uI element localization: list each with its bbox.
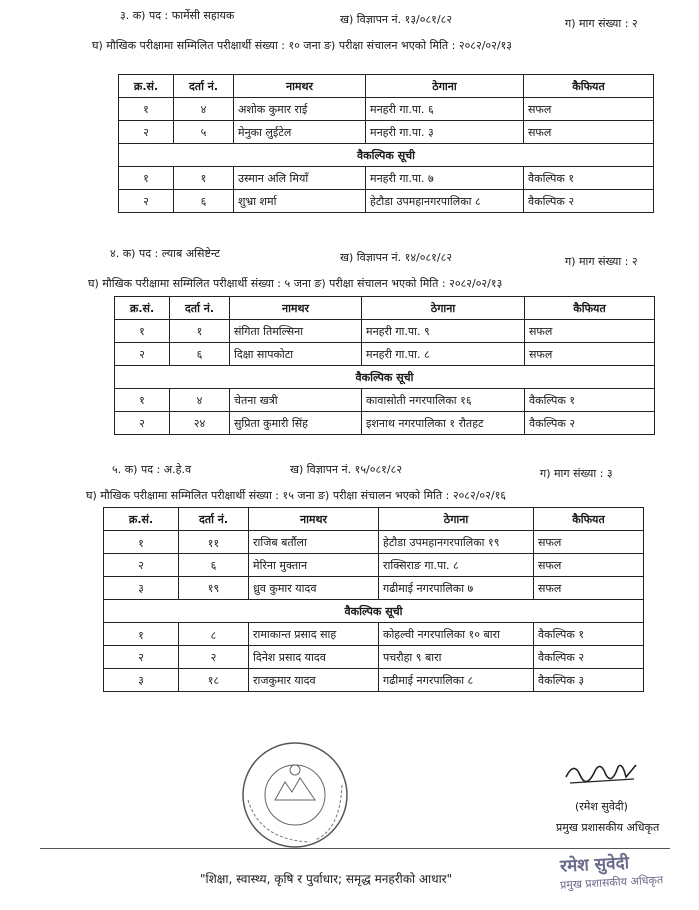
cell-address: गढीमाई नगरपालिका ८ xyxy=(379,669,534,692)
col-serial: क्र.सं. xyxy=(104,508,179,531)
cell-serial: १ xyxy=(119,98,174,121)
cell-serial: १ xyxy=(104,531,179,554)
table-row xyxy=(119,167,654,190)
col-address: ठेगाना xyxy=(362,297,525,320)
cell-reg-no: ४ xyxy=(174,98,234,121)
alt-list-heading: वैकल्पिक सूची xyxy=(115,366,655,389)
cell-serial: २ xyxy=(115,343,170,366)
cell-address: मनहरी गा.पा. ३ xyxy=(366,121,524,144)
section-5-table xyxy=(103,507,644,692)
cell-remarks: वैकल्पिक १ xyxy=(524,167,654,190)
cell-reg-no: १९ xyxy=(179,577,249,600)
col-name: नामथर xyxy=(249,508,379,531)
cell-address: कोहल्वी नगरपालिका १० बारा xyxy=(379,623,534,646)
table-header-row xyxy=(115,297,655,320)
cell-remarks: वैकल्पिक ३ xyxy=(534,669,644,692)
section-3-demand: ग) माग संख्या : २ xyxy=(565,17,638,30)
cell-address: राक्सिराङ गा.पा. ८ xyxy=(379,554,534,577)
cell-reg-no: ६ xyxy=(179,554,249,577)
cell-remarks: वैकल्पिक २ xyxy=(524,190,654,213)
cell-serial: २ xyxy=(119,121,174,144)
cell-reg-no: ११ xyxy=(179,531,249,554)
cell-reg-no: ८ xyxy=(179,623,249,646)
cell-remarks: वैकल्पिक २ xyxy=(525,412,655,435)
section-3-info: घ) मौखिक परीक्षामा सम्मिलित परीक्षार्थी संख्या : १० जना ङ) परीक्षा संचालन भएको मिति : २०८२/०२/१३ xyxy=(92,39,513,52)
cell-serial: २ xyxy=(119,190,174,213)
cell-address: गढीमाई नगरपालिका ७ xyxy=(379,577,534,600)
cell-remarks: सफल xyxy=(534,577,644,600)
table-row xyxy=(119,121,654,144)
handwritten-signature xyxy=(560,755,640,789)
cell-remarks: वैकल्पिक १ xyxy=(525,389,655,412)
section-3-post: ३. क) पद : फार्मेसी सहायक xyxy=(120,9,235,22)
section-4-demand: ग) माग संख्या : २ xyxy=(565,255,638,268)
cell-name: दिक्षा सापकोटा xyxy=(230,343,362,366)
cell-reg-no: २ xyxy=(179,646,249,669)
cell-name: मेनुका लुईटेल xyxy=(234,121,366,144)
col-serial: क्र.सं. xyxy=(115,297,170,320)
cell-address: कावासोती नगरपालिका १६ xyxy=(362,389,525,412)
cell-remarks: सफल xyxy=(524,121,654,144)
col-address: ठेगाना xyxy=(379,508,534,531)
table-row xyxy=(104,646,644,669)
table-row xyxy=(115,343,655,366)
col-name: नामथर xyxy=(230,297,362,320)
signatory-name: (रमेश सुवेदी) xyxy=(575,800,628,813)
alt-list-heading-row xyxy=(119,144,654,167)
table-row xyxy=(115,389,655,412)
cell-name: चेतना खत्री xyxy=(230,389,362,412)
cell-address: मनहरी गा.पा. ६ xyxy=(366,98,524,121)
table-row xyxy=(119,190,654,213)
footer-slogan: "शिक्षा, स्वास्थ्य, कृषि र पुर्वाधार; समृद्ध मनहरीको आधार" xyxy=(200,872,453,886)
section-5-info: घ) मौखिक परीक्षामा सम्मिलित परीक्षार्थी संख्या : १५ जना ङ) परीक्षा संचालन भएको मिति : २०८२/०२/१६ xyxy=(86,489,507,502)
cell-name: ध्रुव कुमार यादव xyxy=(249,577,379,600)
cell-name: मेरिना मुक्तान xyxy=(249,554,379,577)
cell-address: मनहरी गा.पा. ७ xyxy=(366,167,524,190)
table-row xyxy=(115,320,655,343)
cell-serial: २ xyxy=(115,412,170,435)
signatory-title: प्रमुख प्रशासकीय अधिकृत xyxy=(556,821,660,834)
cell-name: दिनेश प्रसाद यादव xyxy=(249,646,379,669)
alt-list-heading: वैकल्पिक सूची xyxy=(119,144,654,167)
cell-address: हेटौडा उपमहानगरपालिका ८ xyxy=(366,190,524,213)
cell-address: पचरौहा ९ बारा xyxy=(379,646,534,669)
cell-reg-no: ६ xyxy=(170,343,230,366)
cell-name: संगिता तिमल्सिना xyxy=(230,320,362,343)
alt-list-heading-row xyxy=(104,600,644,623)
section-4-post: ४. क) पद : ल्याब असिष्टेन्ट xyxy=(110,247,220,260)
cell-name: अशोक कुमार राई xyxy=(234,98,366,121)
table-row xyxy=(119,98,654,121)
cell-remarks: सफल xyxy=(534,554,644,577)
cell-reg-no: ६ xyxy=(174,190,234,213)
cell-remarks: सफल xyxy=(525,343,655,366)
cell-serial: १ xyxy=(115,389,170,412)
table-row xyxy=(104,623,644,646)
cell-address: मनहरी गा.पा. ९ xyxy=(362,320,525,343)
cell-reg-no: १८ xyxy=(179,669,249,692)
cell-serial: ३ xyxy=(104,669,179,692)
section-3-table xyxy=(118,74,654,213)
col-remarks: कैफियत xyxy=(525,297,655,320)
section-3-advert-no: ख) विज्ञापन नं. १३/०८१/८२ xyxy=(340,13,453,26)
cell-serial: २ xyxy=(104,554,179,577)
table-header-row xyxy=(104,508,644,531)
cell-reg-no: २४ xyxy=(170,412,230,435)
cell-reg-no: ५ xyxy=(174,121,234,144)
col-reg-no: दर्ता नं. xyxy=(170,297,230,320)
alt-list-heading-row xyxy=(115,366,655,389)
table-row xyxy=(115,412,655,435)
cell-address: हेटौडा उपमहानगरपालिका १९ xyxy=(379,531,534,554)
cell-serial: १ xyxy=(115,320,170,343)
col-name: नामथर xyxy=(234,75,366,98)
cell-address: इशनाथ नगरपालिका १ रौतहट xyxy=(362,412,525,435)
table-row xyxy=(104,577,644,600)
table-row xyxy=(104,554,644,577)
cell-remarks: सफल xyxy=(524,98,654,121)
cell-remarks: सफल xyxy=(525,320,655,343)
cell-name: उस्मान अलि मियाँ xyxy=(234,167,366,190)
table-header-row xyxy=(119,75,654,98)
table-row xyxy=(104,531,644,554)
cell-remarks: वैकल्पिक २ xyxy=(534,646,644,669)
cell-name: रामाकान्त प्रसाद साह xyxy=(249,623,379,646)
cell-name: सुप्रिता कुमारी सिंह xyxy=(230,412,362,435)
cell-serial: २ xyxy=(104,646,179,669)
section-4-table xyxy=(114,296,655,435)
cell-reg-no: ४ xyxy=(170,389,230,412)
title-stamp: प्रमुख प्रशासकीय अधिकृत xyxy=(559,873,664,892)
col-reg-no: दर्ता नं. xyxy=(179,508,249,531)
municipality-seal xyxy=(240,740,350,850)
table-row xyxy=(104,669,644,692)
cell-name: शुभ्रा शर्मा xyxy=(234,190,366,213)
col-reg-no: दर्ता नं. xyxy=(174,75,234,98)
cell-serial: ३ xyxy=(104,577,179,600)
section-4-advert-no: ख) विज्ञापन नं. १४/०८१/८२ xyxy=(340,251,453,264)
section-4-info: घ) मौखिक परीक्षामा सम्मिलित परीक्षार्थी संख्या : ५ जना ङ) परीक्षा संचालन भएको मिति : २०८२/०२/१३ xyxy=(88,277,503,290)
cell-address: मनहरी गा.पा. ८ xyxy=(362,343,525,366)
cell-reg-no: १ xyxy=(174,167,234,190)
cell-serial: १ xyxy=(119,167,174,190)
col-address: ठेगाना xyxy=(366,75,524,98)
section-5-post: ५. क) पद : अ.हे.व xyxy=(112,463,192,476)
footer-divider xyxy=(40,848,670,849)
cell-serial: १ xyxy=(104,623,179,646)
cell-name: राजिब बर्तौला xyxy=(249,531,379,554)
cell-reg-no: १ xyxy=(170,320,230,343)
col-serial: क्र.सं. xyxy=(119,75,174,98)
cell-name: राजकुमार यादव xyxy=(249,669,379,692)
cell-remarks: वैकल्पिक १ xyxy=(534,623,644,646)
col-remarks: कैफियत xyxy=(534,508,644,531)
alt-list-heading: वैकल्पिक सूची xyxy=(104,600,644,623)
cell-remarks: सफल xyxy=(534,531,644,554)
name-stamp: रमेश सुवेदी xyxy=(559,853,630,877)
section-5-advert-no: ख) विज्ञापन नं. १५/०८१/८२ xyxy=(290,463,403,476)
col-remarks: कैफियत xyxy=(524,75,654,98)
section-5-demand: ग) माग संख्या : ३ xyxy=(540,467,613,480)
